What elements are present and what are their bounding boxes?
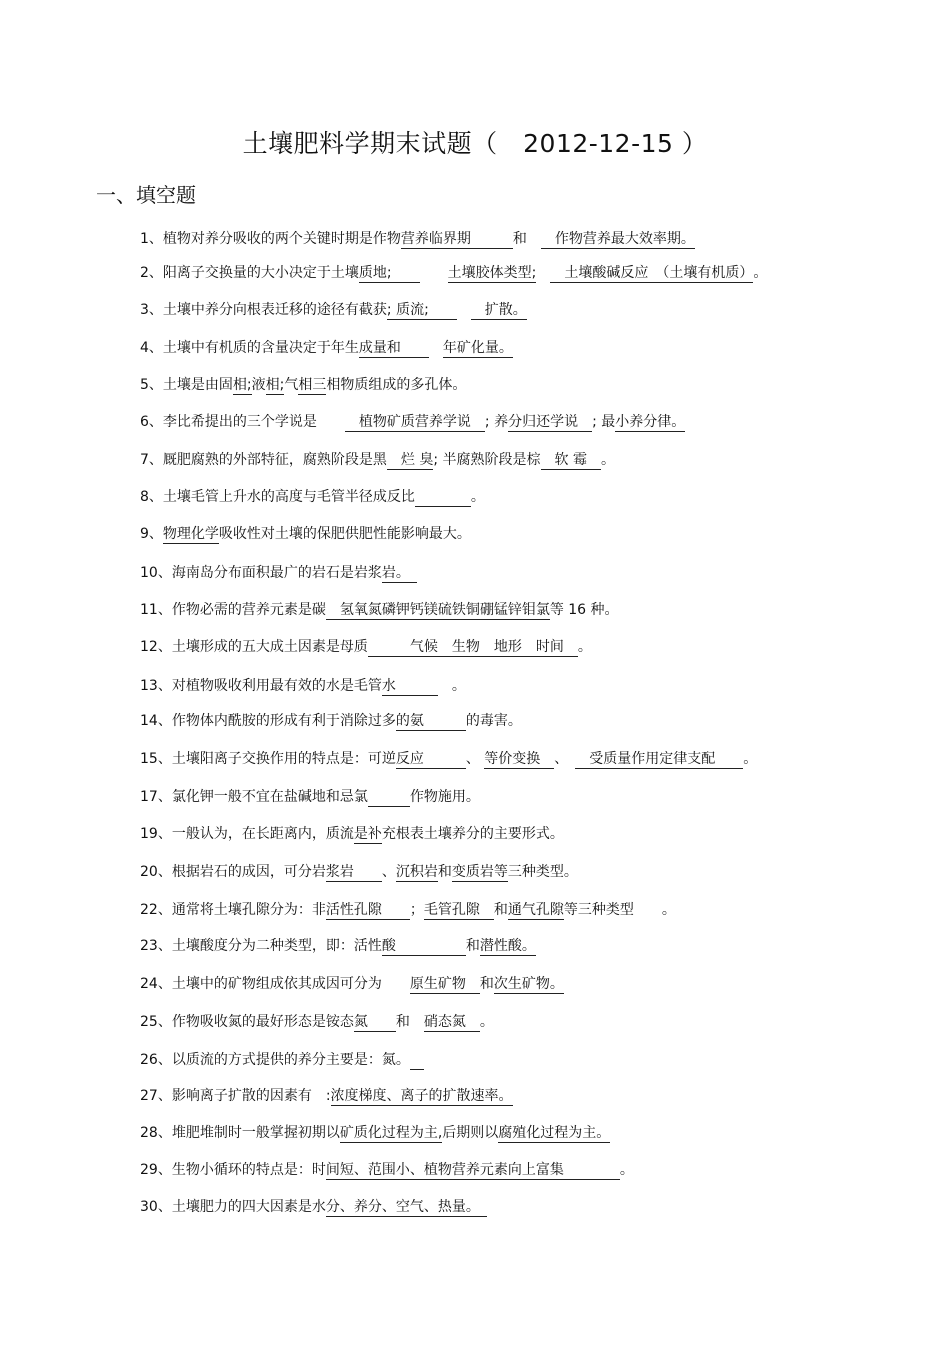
question-text: 1、植物对养分吸收的两个关键时期是作物 [140,231,401,247]
answer-blank: 营养临界期 [400,231,513,247]
answer-blank: 是补 [353,826,382,842]
question-text: 等三种类型 。 [563,902,676,918]
question-item [140,230,695,249]
answer-blank: 软 霉 [540,452,601,468]
question-item [140,1161,634,1180]
question-item [140,1124,610,1143]
question-text: 。 [470,489,485,505]
question-text: 22、通常将土壤孔隙分为：非 [140,902,326,918]
question-text: 。 [600,452,615,468]
answer-blank: 反应 [395,751,466,767]
question-text: 的毒害。 [465,713,522,729]
answer-blank: 土壤胶体类型; [447,265,537,281]
answer-blank [415,489,471,507]
answer-blank: ; 质流; [386,302,457,318]
question-text: 8、土壤毛管上升水的高度与毛管半径成反比 [140,489,415,505]
question-text: 30、土壤肥力的四大因素是水 [140,1199,326,1215]
question-text: 25、作物吸收氮的最好形态是铵态 [140,1014,354,1030]
answer-blank: 浆岩 [325,864,382,880]
question-text: 17、氯化钾一般不宜在盐碱地和忌氯 [140,789,368,805]
question-text: 29、生物小循环的特点是：时 [140,1162,326,1178]
question-item [140,975,564,994]
question-item [140,638,592,657]
question-item [140,413,685,432]
question-text: 4、土壤中有机质的含量决定于年生 [140,340,359,356]
question-text: 11、作物必需的营养元素是碳 [140,602,326,618]
question-text: 23、土壤酸度分为二种类型，即：活性 [140,938,382,954]
question-item [140,601,619,620]
question-item [140,825,564,844]
question-text [457,302,471,318]
question-item [140,863,578,882]
answer-blank: 原生矿物 [409,976,480,992]
answer-blank: 水 [381,678,438,694]
answer-blank: 年矿化量。 [442,340,513,356]
question-text: 20、根据岩石的成因，可分岩 [140,864,326,880]
answer-blank: 质地; [358,265,420,281]
question-item [140,1198,487,1217]
question-text: 12、土壤形成的五大成土因素是母质 [140,639,368,655]
question-item [140,339,513,358]
question-text: 和 [465,938,480,954]
answer-blank: 潜性酸。 [479,938,536,954]
question-text: 和 [479,976,494,992]
question-text: 。 [437,678,466,694]
answer-blank: 岩。 [381,565,417,581]
answer-blank: 酸 [381,938,466,954]
question-text: 7、厩肥腐熟的外部特征，腐熟阶段是黑 [140,452,387,468]
question-item [140,901,676,920]
answer-blank: 毛管孔隙 [423,902,494,918]
answer-blank: 氮 [353,1014,396,1030]
answer-blank: 的氨 [395,713,466,729]
question-item [140,376,466,395]
question-text: 9、 [140,526,163,542]
question-text: 三种类型。 [507,864,578,880]
question-text [536,265,550,281]
question-text: 、 [465,751,485,767]
question-text: 。 [479,1014,494,1030]
question-text: 吸收性对土壤的保肥供肥性能影响最大。 [218,526,471,542]
question-item [140,301,527,320]
answer-blank: 土壤酸碱反应 （土壤有机质） [550,265,754,281]
question-item [140,451,615,470]
question-text: ; 半腐熟阶段是棕 [433,452,541,468]
answer-blank: 气候 生物 地形 时间 [367,639,578,655]
answer-blank: 间短、范围小、植物营养元素向上富集 [325,1162,620,1178]
answer-blank: 相三 [298,377,327,393]
page-title: 土壤肥料学期末试题（ 2012-12-15 ） [242,129,708,158]
question-item [140,937,536,956]
question-item [140,750,757,769]
question-text: ; 养 [484,414,509,430]
question-item [140,525,471,544]
answer-blank: 物理化学 [162,526,219,542]
question-text: 3、土壤中养分向根表迁移的途径有截获 [140,302,387,318]
answer-blank: 沉积岩 [395,864,438,880]
question-text: 相物质组成的多孔体。 [326,377,467,393]
question-item [140,1051,424,1070]
question-text: 14、作物体内酰胺的形成有利于消除过多 [140,713,396,729]
section-heading: 一、填空题 [96,183,196,207]
question-text: 。 [743,751,758,767]
question-text: ; 最 [592,414,616,430]
question-text: 5、土壤是由固 [140,377,233,393]
answer-blank: 作物营养最大效率期。 [540,231,695,247]
question-text: 等 16 种。 [549,602,619,618]
question-text: 2、阳离子交换量的大小决定于土壤 [140,265,359,281]
question-text: 充根表土壤养分的主要形式。 [381,826,564,842]
question-item [140,488,485,507]
question-text: 和 [395,1014,424,1030]
question-item [140,564,417,583]
question-text: 和 [493,902,508,918]
answer-blank: 分归还学说 [508,414,593,430]
answer-blank: 浓度梯度、离子的扩散速率。 [330,1088,513,1104]
question-text: 28、堆肥堆制时一般掌握初期以 [140,1125,340,1141]
question-text: 27、影响离子扩散的因素有 : [140,1088,331,1104]
question-item [140,712,522,731]
answer-blank: 氢氧氮磷钾钙镁硫铁铜硼锰锌钼氯 [325,602,550,618]
question-text: 、 [381,864,396,880]
question-text: 6、李比希提出的三个学说是 [140,414,345,430]
question-text: 。 [753,265,768,281]
question-text: 15、土壤阳离子交换作用的特点是：可逆 [140,751,396,767]
question-item [140,264,767,283]
answer-blank: 分、养分、空气、热量。 [325,1199,487,1215]
question-text: 。 [577,639,592,655]
question-text: 。 [619,1162,634,1178]
question-text: 作物施用。 [409,789,480,805]
answer-blank: 变质岩等 [451,864,508,880]
question-item [140,677,466,696]
answer-blank: 矿质化过程为主, [339,1125,443,1141]
question-text: 和 [512,231,541,247]
question-text [429,340,443,356]
question-text: 10、海南岛分布面积最广的岩石是岩浆 [140,565,382,581]
question-text: 和 [437,864,452,880]
answer-blank: 通气孔隙 [507,902,564,918]
answer-blank: 等价变换 [484,751,555,767]
question-text: 、 [554,751,576,767]
answer-blank: 硝态氮 [423,1014,480,1030]
answer-blank: 活性孔隙 [325,902,410,918]
question-text: 19、一般认为，在长距离内，质流 [140,826,354,842]
answer-blank: 烂 臭 [386,452,434,468]
question-text: 后期则以 [442,1125,499,1141]
answer-blank: 腐殖化过程为主。 [498,1125,611,1141]
answer-blank: 成量和 [358,340,429,356]
question-item [140,788,480,807]
question-text: 液 [251,377,266,393]
question-text: 26、以质流的方式提供的养分主要是：氮。 [140,1052,410,1068]
question-text: 气 [284,377,299,393]
question-text: 13、对植物吸收利用最有效的水是毛管 [140,678,382,694]
answer-blank [368,789,410,807]
answer-blank: 相; [232,377,252,393]
answer-blank: 植物矿质营养学说 [344,414,485,430]
answer-blank: 次生矿物。 [493,976,564,992]
question-item [140,1013,494,1032]
question-text: 24、土壤中的矿物组成依其成因可分为 [140,976,410,992]
answer-blank: 小养分律。 [615,414,686,430]
answer-blank: 相; [265,377,285,393]
answer-blank: 扩散。 [470,302,527,318]
answer-blank [410,1052,424,1070]
question-text [420,265,448,281]
question-item [140,1087,513,1106]
question-text: ； [409,902,424,918]
answer-blank: 受质量作用定律支配 [575,751,744,767]
